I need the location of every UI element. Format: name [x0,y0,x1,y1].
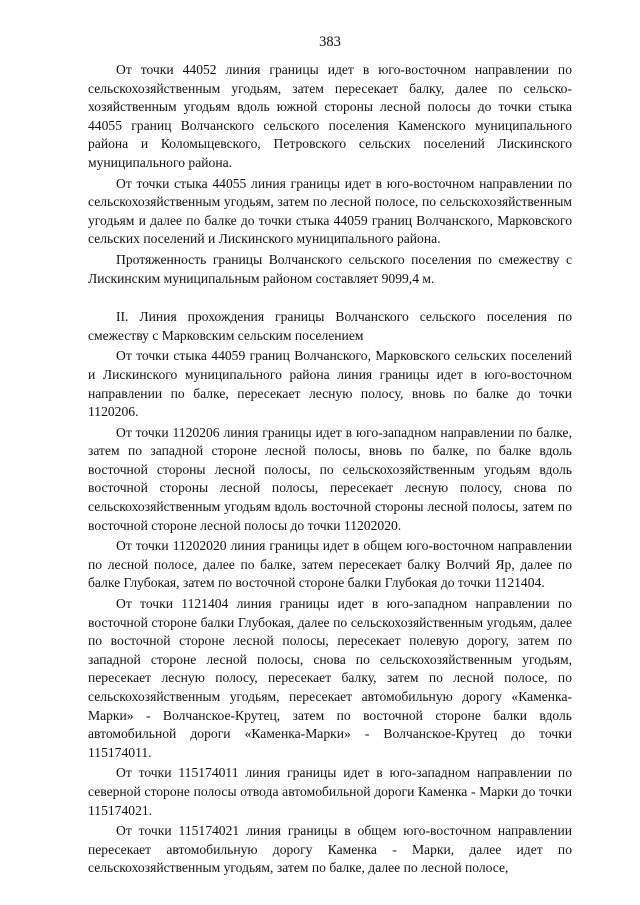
paragraph-2-2: От точки 1120206 линия границы идет в юго-западном направлении по балке, затем по западной стороне лесной полосы, вновь по балке, по балке вдоль восточной стороны лесной полосы, по сельскохозяйственным угодьям вдоль восточной стороны лесной полосы, пересекает лесную полосу, снова по сельскохозяйственным угодьям вдоль восточной стороны лесной полосы, затем по восточной стороне лесной полосы до точки 11202020. [88,424,572,533]
paragraph-2-4: От точки 1121404 линия границы идет в юго-западном направлении по восточной стороне балки Глубокая, далее по сельскохозяйственным угодьям, далее по восточной стороне лесной полосы, пересекает полевую дорогу, затем по западной стороне лесной полосы, снова по сельскохозяйственным угодьям, пересекает лесную полосу, пересекает балку, затем по лесной полосе, по сельскохозяйственным угодьям, пересекает автомобильную дорогу «Каменка-Марки» - Волчанское-Крутец, затем по восточной стороне балки вдоль автомобильной дороги «Каменка-Марки» - Волчанское-Крутец до точки 115174011. [88,596,572,760]
paragraph-2-1: От точки стыка 44059 границ Волчанского, Марковского сельских поселений и Лискинского муниципального района линия границы идет в юго-восточном направлении по балке, пересекает лесную полосу, вновь по балке до точки 1120206. [88,348,572,420]
paragraph-2-3: От точки 11202020 линия границы идет в общем юго-восточном направлении по лесной полосе, далее по балке, затем пересекает балку Волчий Яр, далее по балке Глубокая, затем по восточной стороне балки Глубокая до точки 1121404. [88,538,572,591]
paragraph-1-3: Протяженность границы Волчанского сельского поселения по смежеству с Лискинским муниципальным районом составляет 9099,4 м. [88,251,572,286]
section-gap [88,288,572,308]
paragraph-2-5: От точки 115174011 линия границы идет в юго-западном направлении по северной стороне полосы отвода автомобильной дороги Каменка - Марки до точки 115174021. [88,765,572,818]
paragraph-2-6: От точки 115174021 линия границы в общем юго-восточном направлении пересекает автомобильную дорогу Каменка - Марки, далее идет по сельскохозяйственным угодьям, затем по балке, далее по лесной полосе, [88,823,572,876]
page-number: 383 [319,34,341,50]
section-2-heading: II. Линия прохождения границы Волчанского сельского поселения по смежеству с Марковским сельским поселением [88,309,572,343]
paragraph-1-2: От точки стыка 44055 линия границы идет в юго-восточном направлении по сельскохозяйственным угодьям, затем по лесной полосе, по сельскохозяйственным угодьям и далее по балке до точки стыка 44059 границ Волчанского, Марковского сельских поселений и Лискинского муниципального района. [88,175,572,247]
paragraph-1-1: От точки 44052 линия границы идет в юго-восточном направлении по сельскохозяйственным угодьям, затем пересекает балку, далее по сельскохозяйственным угодьям вдоль южной стороны лесной полосы до точки стыка 44055 границ Волчанского сельского поселения Каменского муниципального района и Коломыцевского, Петровского сельских поселений Лискинского муниципального района. [88,62,572,170]
